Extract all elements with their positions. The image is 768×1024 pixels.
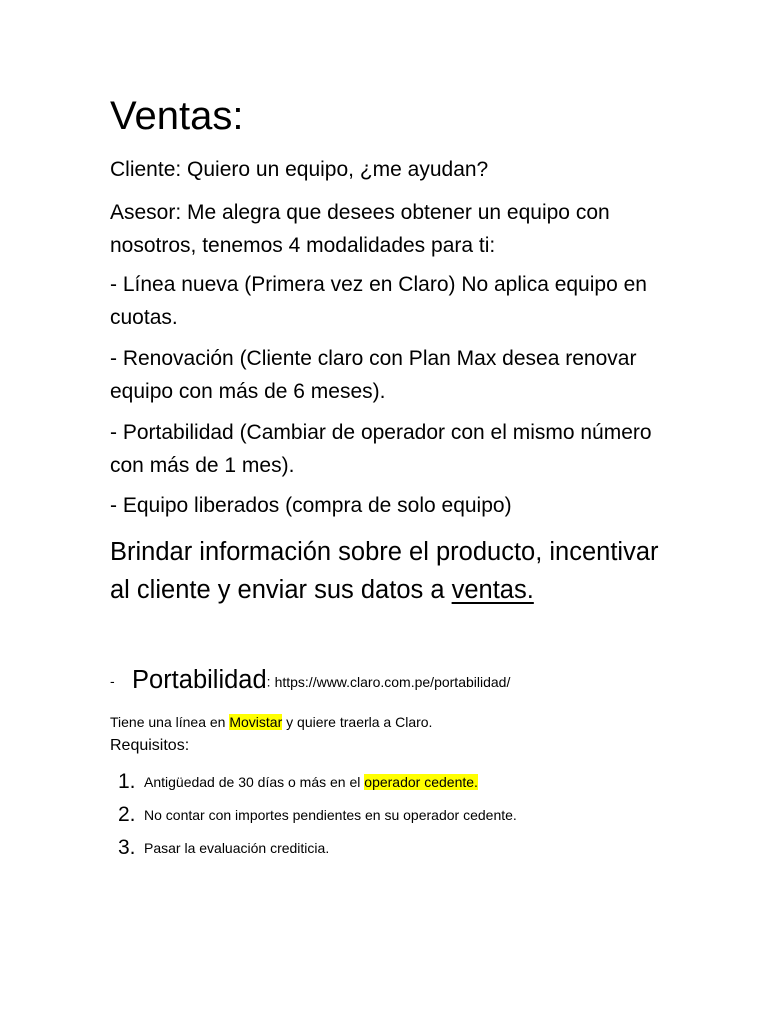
portabilidad-url-link[interactable]: https://www.claro.com.pe/portabilidad/ [274,673,511,690]
list-item [118,836,329,860]
instruction-text: Brindar información sobre el producto, incentivar al cliente y enviar sus datos a [110,538,659,604]
modalidad-equipo-liberado: - Equipo liberados (compra de solo equipo) [110,494,512,517]
modalidad-portabilidad: - Portabilidad (Cambiar de operador con el mismo número con más de 1 mes). [110,421,652,477]
portabilidad-heading-line [110,666,510,695]
cliente-line: Cliente: Quiero un equipo, ¿me ayudan? [110,158,489,181]
intro-text-before: Tiene una línea en [110,714,230,730]
list-item [118,770,478,794]
list-item-number: 2. [118,803,136,826]
asesor-line: Asesor: Me alegra que desees obtener un equipo con nosotros, tenemos 4 modalidades para ti: [110,201,610,257]
operador-cedente-highlight: operador cedente. [364,774,478,790]
portabilidad-heading: Portabilidad [132,666,267,694]
page-title: Ventas: [110,94,244,138]
instruction-underlined-text: ventas. [451,576,534,604]
list-item-number: 3. [118,836,136,859]
instruction-paragraph [110,533,670,609]
modalidad-linea-nueva: - Línea nueva (Primera vez en Claro) No aplica equipo en cuotas. [110,273,647,329]
modalidad-renovacion: - Renovación (Cliente claro con Plan Max desea renovar equipo con más de 6 meses). [110,347,637,403]
list-item-text: Pasar la evaluación crediticia. [144,840,330,856]
requisitos-label: Requisitos: [110,737,190,754]
movistar-highlight: Movistar [229,714,283,730]
list-item-number: 1. [118,770,136,793]
list-item-text: Antigüedad de 30 días o más en el [144,774,365,790]
intro-text-after: y quiere traerla a Claro. [282,714,433,730]
portabilidad-intro [110,712,432,732]
list-item-text: No contar con importes pendientes en su operador cedente. [144,807,517,823]
list-item [118,803,517,827]
portabilidad-colon: : [266,673,271,690]
bullet-dash: - [110,672,115,689]
